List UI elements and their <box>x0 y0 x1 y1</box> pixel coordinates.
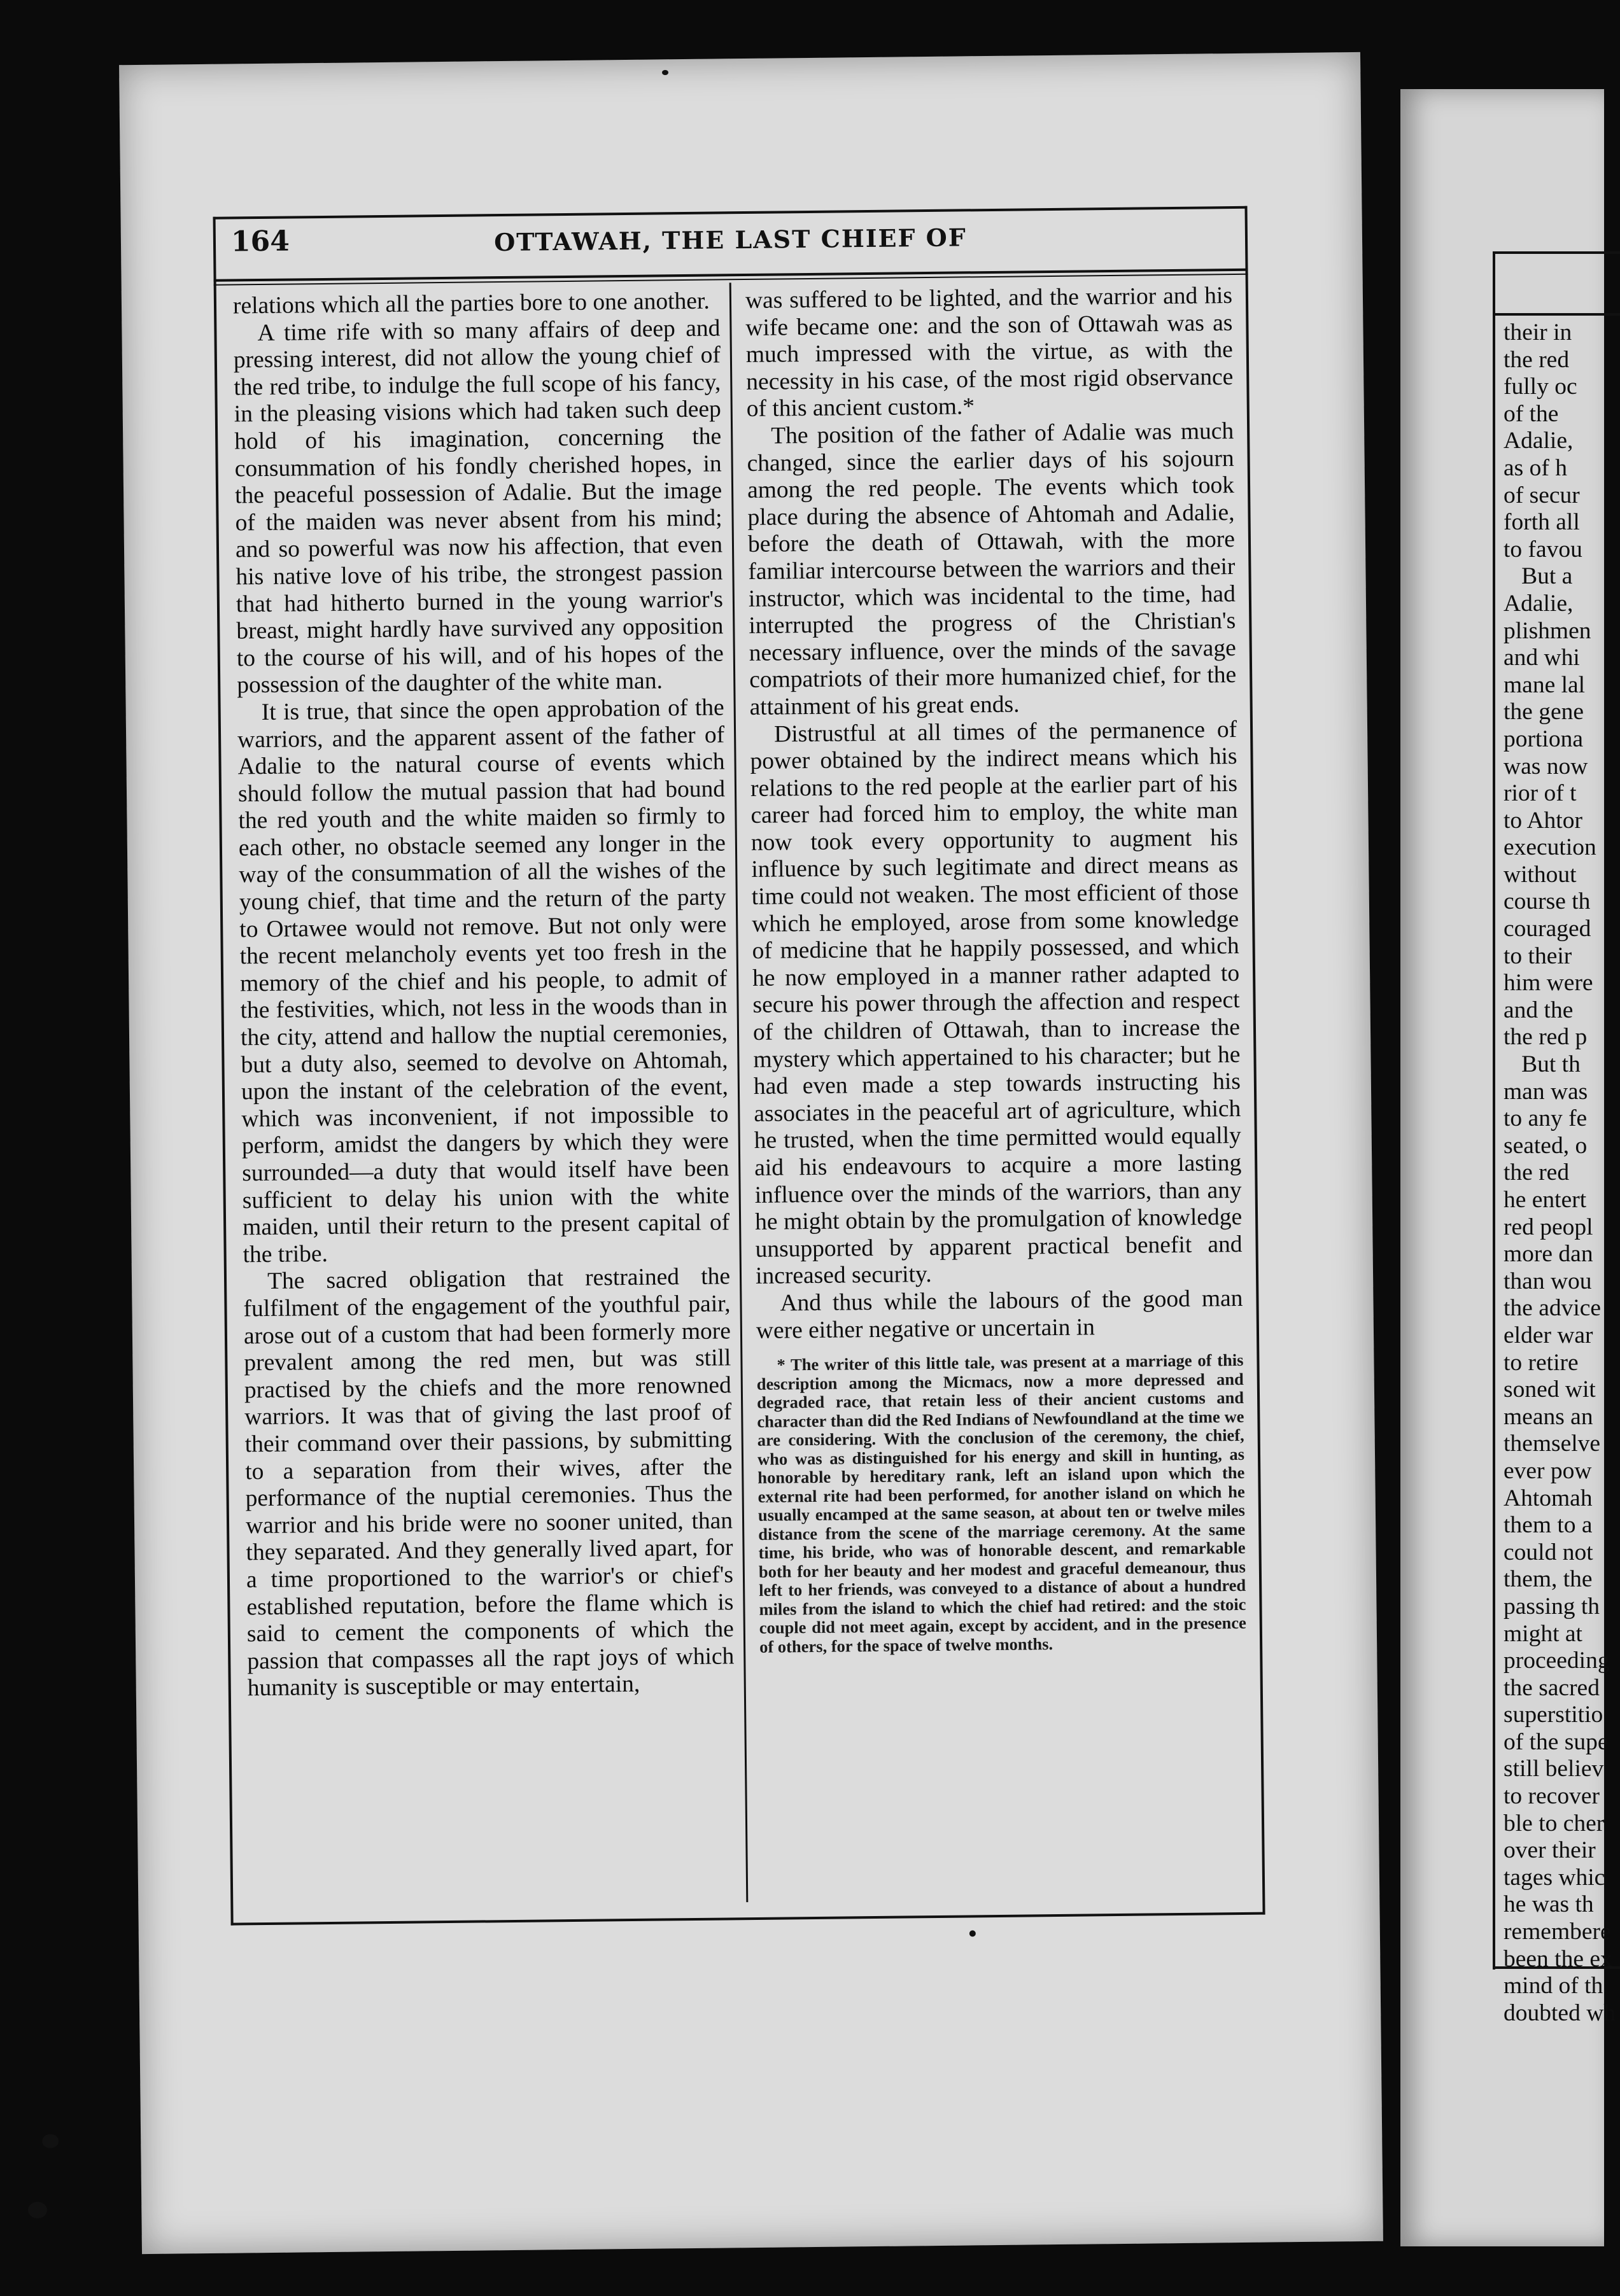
paragraph: And thus while the labours of the good man were either negative or uncertain in <box>756 1285 1243 1344</box>
paragraph: was suffered to be lighted, and the warrior and his wife became one: and the son of Ottawah was as much impressed with the virtue, as with the necessity in his case, of the most rigid observance of this ancient custom.* <box>745 283 1234 423</box>
bottom-rule <box>231 1912 1265 1926</box>
scan-speck <box>662 70 668 75</box>
top-rule <box>213 206 1248 220</box>
page-frame <box>213 206 1265 1926</box>
scan-speck <box>969 1930 976 1936</box>
scanned-page <box>119 52 1383 2254</box>
facing-header-rule <box>1493 313 1620 316</box>
left-rule <box>213 217 234 1926</box>
scan-speck <box>42 2134 59 2148</box>
paragraph: relations which all the parties bore to one another. <box>232 288 710 319</box>
right-column <box>745 283 1246 1656</box>
page-number: 164 <box>230 225 290 258</box>
left-column <box>233 288 735 1702</box>
paragraph: The sacred obligation that restrained the fulfilment of the engagement of the youthful pair, arose out of a custom that had been formerly more prevalent among the red men, but was still practised by the chiefs and the more renowned warriors. It was that of giving the last proof of their command over their passions, by submitting to a separation from their wives, after the performance of the nuptial ceremonies. Thus the warrior and his bride were no sooner united, than they separated. And they generally lived apart, for a time proportioned to the warrior's or chief's established reputation, before the flame which is said to cement the components of which the passion that compasses all the rapt joys of which humanity is susceptible or may entertain, <box>243 1263 735 1702</box>
paragraph: A time rife with so many affairs of deep and pressing interest, did not allow the young chief of the red tribe, to indulge the full scope of his fancy, in the pleasing visions which had taken such deep hold of his imagination, concerning the consummation of his fondly cherished hopes, in the peaceful possession of Adalie. But the image of the maiden was never absent from his mind; and so powerful was now his affection, that even his native love of his tribe, the strongest passion that had hitherto burned in the young warrior's breast, might hardly have survived any opposition to the course of his will, and of his hopes of the possession of the daughter of the white man. <box>233 315 724 699</box>
footnote: * The writer of this little tale, was present at a marriage of this description among the Micmacs, now a more depressed and degraded race, that retain less of their ancient customs and character than did the Red Indians of Newfoundland at the time we are considering. With the conclusion of the ceremony, the chief, who was as distinguished for his energy and skill in hunting, as honorable by hereditary rank, left an island upon which the external rite had been performed, for another island on which he usually encamped at the same season, at about ten or twelve miles distance from the scene of the marriage ceremony. At the same time, his bride, who was of honorable descent, and remarkable both for her beauty and her modest and graceful demeanour, thus left to her friends, was conveyed to a distance of about a hundred miles from the island to which the chief had retired: and the stoic couple did not meet again, except by accident, and in the presence of others, for the space of twelve months. <box>756 1350 1246 1656</box>
scan-speck <box>28 2202 47 2218</box>
right-rule <box>1244 206 1265 1915</box>
facing-left-rule <box>1493 251 1495 1970</box>
facing-page <box>1400 89 1616 2246</box>
paragraph: The position of the father of Adalie was much changed, since the earlier days of his sojourn among the red people. The events which took place during the absence of Ahtomah and Adalie, before the death of Ottawah, with the more familiar intercourse between the warriors and their instructor, which was incidental to the time, had interrupted the progress of the Christian's necessary influence, over the minds of the savage compatriots of their more humanized chief, for the attainment of his great ends. <box>747 417 1237 720</box>
paragraph: It is true, that since the open approbation of the warriors, and the apparent assent of the father of Adalie to the natural course of events which should follow the mutual passion that had bound the red youth and the white maiden so firmly to each other, no obstacle seemed any longer in the way of the consummation of all the wishes of the young chief, that time and the return of the party to Ortawee would not remove. But not only were the recent melancholy events yet too fresh in the memory of the chief and his people, to admit of the festivities, which, not less in the woods than in the city, attend and hallow the nuptial ceremonies, but a duty also, seemed to devolve on Ahtomah, upon the instant of the celebration of the event, which was inconvenient, if not impossible to perform, amidst the dangers by which they were surrounded—a duty that would itself have been sufficient to delay his union with the white maiden, until their return to the present capital of the tribe. <box>237 694 730 1268</box>
facing-page-text: their in the red fully oc of the Adalie, as of h of secur forth all to favou But a Adalie, plishmen and whi mane lal the gene portiona was now rior of t to Ahtor execution without course th couraged to their him were and the the red p But th man was to any fe seated, o the red he entert red peopl more dan than wou the advice elder war to retire soned wit means an themselve ever pow Ahtomah them to a could not them, the passing th might at proceeding the sacred superstitio of the supe still believ to recover ble to cher over their tages whic he was th remembere been the ex mind of th doubted wh <box>1504 319 1616 2026</box>
paragraph: Distrustful at all times of the permanence of power obtained by the indirect means which his relations to the red people at the earlier part of his career had forced him to employ, the white man now took every opportunity to augment his influence by such legitimate and direct means as time could not weaken. The most efficient of those which he employed, arose from some knowledge of medicine that he happily possessed, and which he now employed in a manner rather adapted to secure his power through the affection and respect of the children of Ottawah, than to increase the mystery which appertained to his character; but he had even made a step towards instructing his associates in the peaceful art of agriculture, which he trusted, when the time permitted would equally aid his endeavours to acquire a more lasting influence over the minds of the warriors, than any he might obtain by the promulgation of knowledge unsupported by apparent practical benefit and increased security. <box>750 716 1243 1290</box>
running-title: OTTAWAH, THE LAST CHIEF OF <box>493 223 967 257</box>
facing-top-rule <box>1493 251 1620 254</box>
